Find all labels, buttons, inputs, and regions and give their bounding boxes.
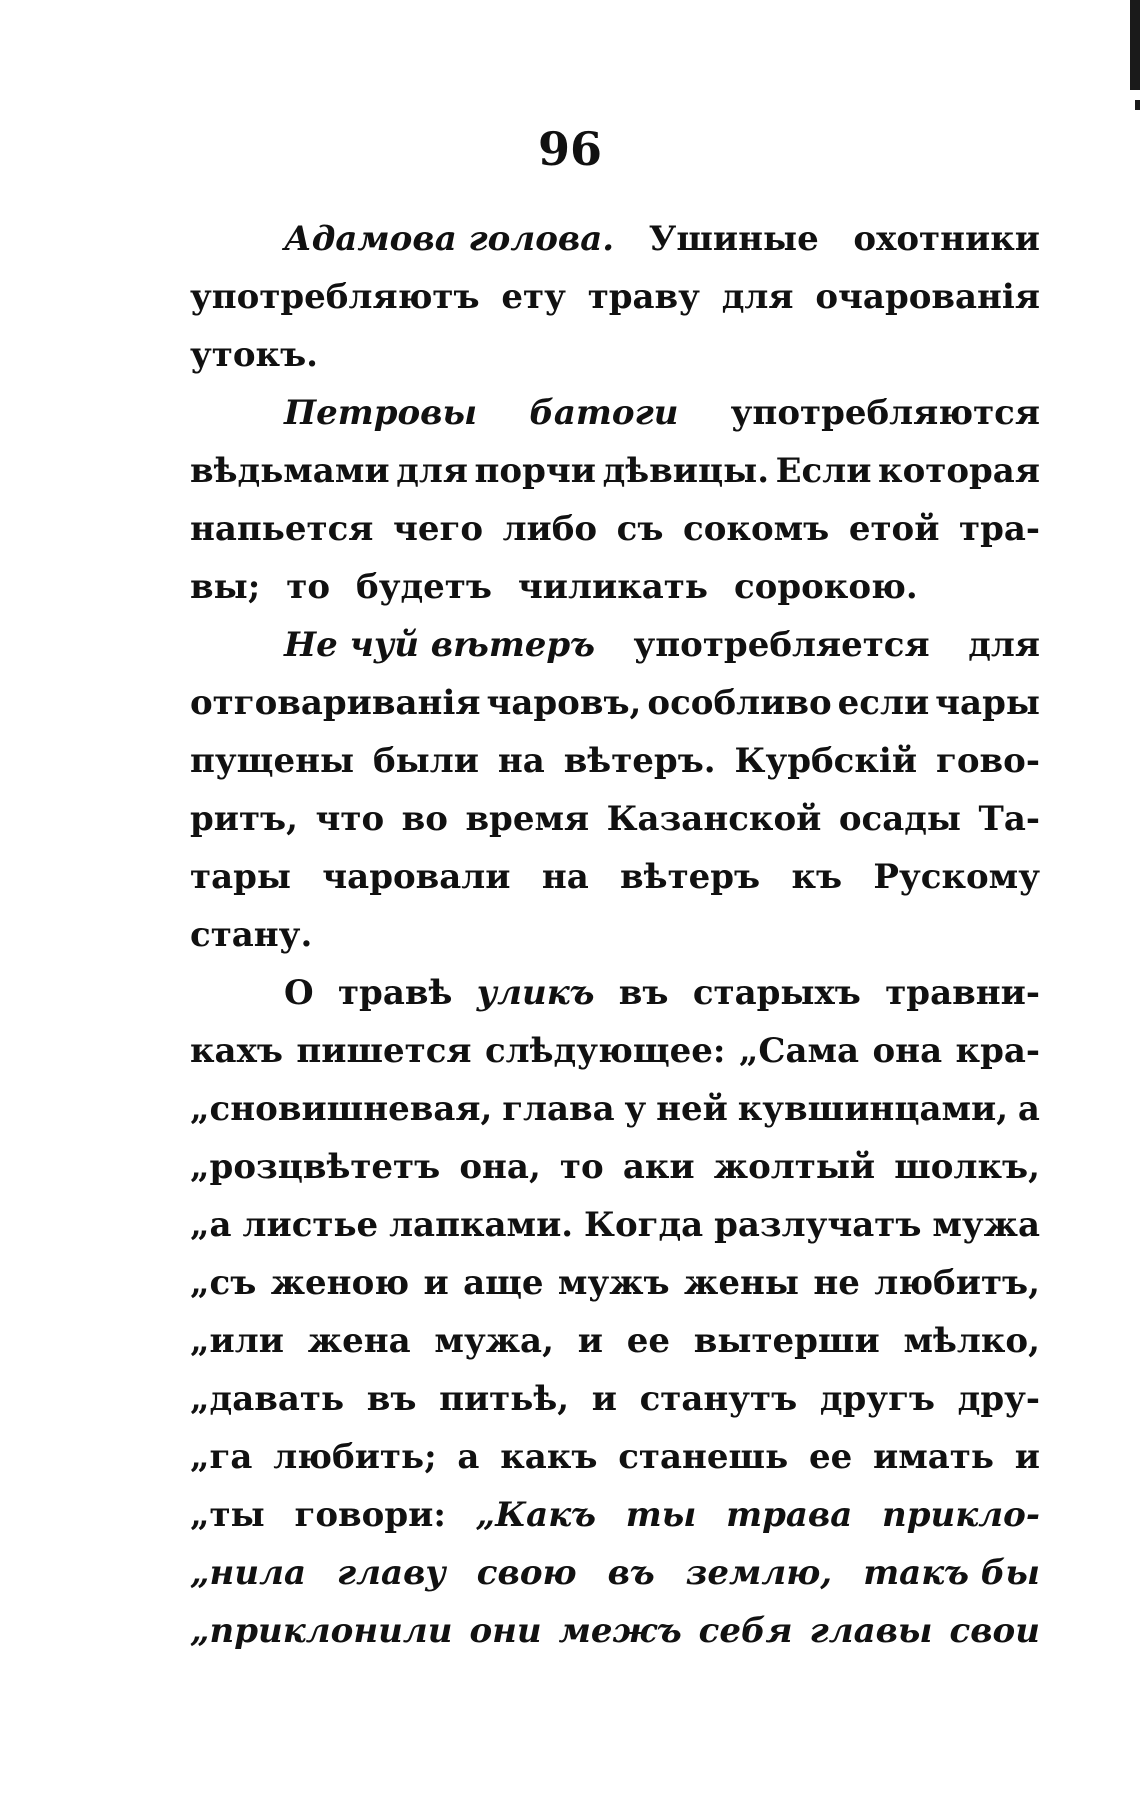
word: Рускому [873,857,1040,897]
word: очарованія [815,277,1040,317]
word: „розцвѣтетъ [190,1147,441,1187]
italic-word: Не чуй вѣтеръ [284,625,595,665]
word: время [465,799,590,839]
word: кахъ [190,1031,283,1071]
italic-word: землю, [685,1553,833,1593]
word: она, [459,1147,541,1187]
text-line [190,500,1040,558]
word: ету [501,277,566,317]
word: и [577,1321,603,1361]
word: „сновишневая, [190,1089,493,1129]
text-line [190,1544,1040,1602]
word: ней [656,1089,728,1129]
italic-word: Адамова голова. [284,219,615,259]
italic-word: главы [809,1611,933,1651]
word: что [315,799,385,839]
word: слѣдующее: [484,1031,726,1071]
text-line [190,964,1040,1022]
word: сорокою. [733,567,918,607]
word: будетъ [356,567,492,607]
word: „Сама [738,1031,860,1071]
word: тары [190,857,291,897]
word: не [813,1263,860,1303]
text-line [190,790,1040,848]
page-number: 96 [537,122,602,176]
word: „или [190,1321,284,1361]
word: Та- [978,799,1040,839]
word: ее [808,1437,853,1477]
text-line [190,1428,1040,1486]
word: Ушиные [648,219,819,259]
word: для [396,451,468,491]
italic-word: трава [726,1495,853,1535]
word: охотники [853,219,1040,259]
word: О [284,973,314,1013]
word: стану. [190,915,313,955]
word: жена [307,1321,411,1361]
word: какъ [500,1437,598,1477]
word: станешь [618,1437,789,1477]
text-line [190,558,1040,616]
word: Когда [584,1205,704,1245]
word: жены [684,1263,799,1303]
word: старыхъ [692,973,861,1013]
word: чаровали [322,857,511,897]
word: дру- [957,1379,1040,1419]
word: на [497,741,545,781]
word: другъ [819,1379,935,1419]
word: къ [791,857,843,897]
word: Курбскій [734,741,918,781]
word: а [1017,1089,1040,1129]
text-line [190,1196,1040,1254]
word: употребляется [633,625,930,665]
word: разлучатъ [714,1205,922,1245]
text-line [190,1312,1040,1370]
word: отговариванія [190,683,481,723]
scan-edge-mark-small [1135,100,1140,110]
word: глава [502,1089,615,1129]
text-line [190,1138,1040,1196]
text-line [190,326,1040,384]
word: вытерши [693,1321,880,1361]
word: въ [366,1379,417,1419]
word: любить; [273,1437,437,1477]
word: она [872,1031,943,1071]
text-line [190,1370,1040,1428]
word: для [721,277,794,317]
word: вѣтеръ. [563,741,716,781]
italic-word: они [469,1611,542,1651]
text-line [190,848,1040,906]
word: гово- [936,741,1040,781]
word: травни- [885,973,1040,1013]
text-line [190,732,1040,790]
italic-word: въ [607,1553,655,1593]
word: напьется [190,509,374,549]
text-line [190,268,1040,326]
word: Казанской [606,799,822,839]
italic-word: себя [698,1611,793,1651]
italic-word: уликъ [476,973,595,1013]
word: были [372,741,479,781]
word: сокомъ [683,509,830,549]
word: женою [270,1263,410,1303]
word: пишется [296,1031,472,1071]
scan-edge-mark-top [1130,0,1140,90]
body-text [190,210,1040,1660]
text-line [190,906,1040,964]
italic-word: такъ бы [863,1553,1040,1593]
word: вѣдьмами [190,451,390,491]
italic-word: межъ [558,1611,682,1651]
word: любитъ, [874,1263,1040,1303]
italic-word: „нила [190,1553,306,1593]
word: пущены [190,741,355,781]
text-line [190,616,1040,674]
text-line [190,210,1040,268]
italic-word: Петровы [284,393,478,433]
italic-word: свою [476,1553,577,1593]
text-line [190,1602,1040,1660]
word: и [423,1263,449,1303]
word: осады [838,799,962,839]
word: порчи [474,451,596,491]
word: питьѣ, [439,1379,570,1419]
italic-word: свои [949,1611,1040,1651]
word: либо [502,509,598,549]
word: шолкъ, [894,1147,1040,1187]
word: „а [190,1205,232,1245]
word: „съ [190,1263,257,1303]
word: Если [775,451,872,491]
word: у [624,1089,647,1129]
word: вѣтеръ [620,857,761,897]
text-line [190,674,1040,732]
word: въ [618,973,669,1013]
word: съ [616,509,664,549]
word: жолтый [713,1147,876,1187]
italic-word: главу [337,1553,446,1593]
italic-word: батоги [529,393,679,433]
word: и [591,1379,617,1419]
word: аще [463,1263,544,1303]
word: аки [622,1147,695,1187]
word: „давать [190,1379,345,1419]
word: если [837,683,930,723]
word: которая [878,451,1040,491]
word: утокъ. [190,335,318,375]
italic-word: прикло- [882,1495,1040,1535]
text-line [190,1022,1040,1080]
word: то [286,567,331,607]
word: для [968,625,1040,665]
word: во [401,799,448,839]
word: лапками. [389,1205,574,1245]
word: ее [626,1321,670,1361]
word: чиликать [517,567,708,607]
word: имать [873,1437,994,1477]
text-line [190,1080,1040,1138]
italic-word: „Какъ [475,1495,596,1535]
text-line [190,442,1040,500]
word: станутъ [639,1379,798,1419]
word: употребляются [730,393,1040,433]
word: вы; [190,567,261,607]
word: чего [392,509,483,549]
word: тра- [959,509,1040,549]
word: на [541,857,589,897]
italic-word: ты [625,1495,697,1535]
word: и [1014,1437,1040,1477]
word: а [457,1437,480,1477]
word: кувшинцами, [737,1089,1009,1129]
text-line [190,1254,1040,1312]
word: чаровъ, [486,683,642,723]
word: листье [242,1205,379,1245]
word: то [559,1147,604,1187]
word: мужъ [557,1263,670,1303]
word: мужа [932,1205,1040,1245]
word: мѣлко, [903,1321,1040,1361]
italic-word: „приклонили [190,1611,453,1651]
word: травѣ [337,973,453,1013]
text-line [190,1486,1040,1544]
word: „ты [190,1495,265,1535]
word: дѣвицы. [602,451,770,491]
text-line [190,384,1040,442]
word: особливо [647,683,832,723]
word: чары [935,683,1040,723]
word: траву [587,277,700,317]
word: мужа, [434,1321,554,1361]
word: употребляютъ [190,277,480,317]
word: говори: [294,1495,446,1535]
word: кра- [955,1031,1040,1071]
word: етой [848,509,940,549]
word: ритъ, [190,799,298,839]
word: „га [190,1437,253,1477]
